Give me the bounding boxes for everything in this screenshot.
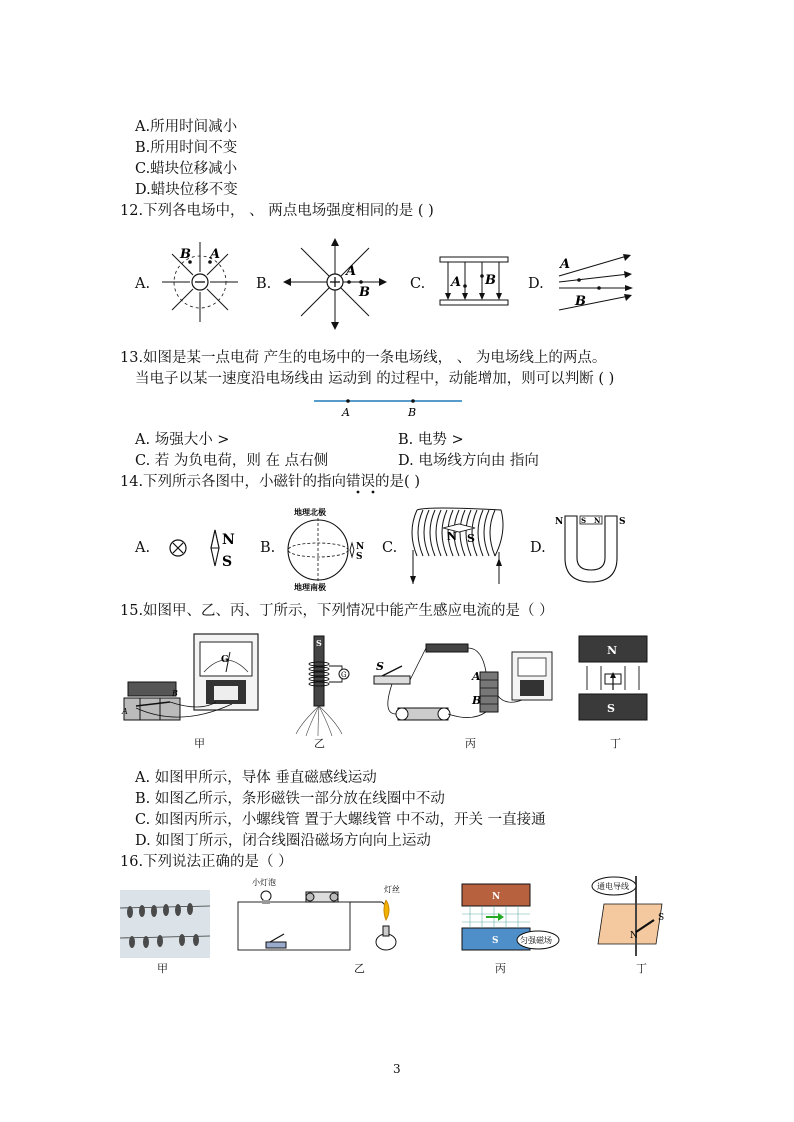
q14b-geo-north: 地理北极 — [294, 507, 326, 517]
q15-option-c: C. 如图丙所示，小螺线管 置于大螺线管 中不动，开关 一直接通 — [135, 812, 546, 828]
q15-figure-yi — [292, 634, 356, 738]
q13-option-b: B. 电势 > — [398, 432, 464, 448]
q15-caption-jia: 甲 — [194, 737, 205, 750]
q14-label-d: D. — [530, 540, 546, 556]
svg-text:N: N — [447, 530, 458, 543]
q13-option-c: C. 若 为负电荷，则 在 点右侧 — [135, 453, 329, 469]
svg-text:A: A — [560, 257, 571, 272]
q12-label-a: A. — [135, 276, 151, 292]
q16-filament-label: 灯丝 — [384, 885, 400, 894]
q11-option-c: C.蜡块位移减小 — [135, 161, 238, 177]
svg-text:A: A — [346, 264, 357, 279]
q16-caption-yi: 乙 — [354, 962, 365, 975]
q16-figure-yi — [236, 876, 416, 958]
q14-figure-c — [403, 500, 519, 588]
q14-figure-a — [162, 520, 244, 576]
svg-text:A: A — [451, 275, 462, 290]
svg-text:B: B — [359, 285, 370, 300]
q15-figure-ding — [577, 634, 649, 724]
q11-option-b: B.所用时间不变 — [135, 140, 238, 156]
q12-label-d: D. — [528, 276, 544, 292]
q15-option-a: A. 如图甲所示，导体 垂直磁感线运动 — [135, 770, 377, 786]
svg-text:B: B — [472, 694, 482, 707]
page-number: 3 — [393, 1062, 401, 1076]
svg-text:S: S — [619, 517, 626, 527]
q12-figure-d — [555, 250, 635, 314]
svg-text:N: N — [555, 517, 564, 527]
q15-option-b: B. 如图乙所示，条形磁铁一部分放在线圈中不动 — [135, 791, 445, 807]
q12-label-b: B. — [256, 276, 272, 292]
q13-option-a: A. 场强大小 > — [135, 432, 230, 448]
svg-text:N: N — [607, 644, 618, 657]
q14-label-b: B. — [260, 540, 276, 556]
svg-text:A: A — [472, 670, 481, 683]
svg-text:N: N — [222, 532, 235, 548]
svg-text:N: N — [594, 516, 601, 525]
q12a-point-a: A — [210, 247, 221, 262]
q12a-point-b: B — [180, 247, 191, 262]
q13-point-b: B — [408, 406, 417, 419]
q12-figure-b — [283, 238, 387, 330]
q16-caption-ding: 丁 — [636, 962, 647, 975]
svg-text:B: B — [172, 689, 178, 698]
q12-stem: 12.下列各电场中， 、 两点电场强度相同的是 ( ) — [120, 203, 434, 219]
svg-text:B: B — [575, 294, 586, 309]
svg-text:S: S — [658, 913, 665, 923]
q14-figure-d — [553, 508, 629, 586]
svg-text:S: S — [581, 516, 587, 525]
q12-figure-a — [160, 240, 240, 324]
q16-stem: 16.下列说法正确的是（ ） — [120, 854, 293, 870]
q15-stem: 15.如图甲、乙、丙、丁所示，下列情况中能产生感应电流的是（ ） — [120, 603, 554, 619]
svg-text:B: B — [485, 273, 496, 288]
q12-figure-c — [438, 254, 510, 310]
q14-label-a: A. — [135, 540, 151, 556]
q11-option-a: A.所用时间减小 — [135, 119, 238, 135]
svg-text:S: S — [316, 638, 322, 648]
q16-live-wire-label: 通电导线 — [597, 882, 629, 891]
q16-uniform-field-label: 匀强磁场 — [520, 936, 552, 945]
svg-text:N: N — [356, 542, 365, 552]
q12-label-c: C. — [410, 276, 426, 292]
q14-figure-b — [280, 504, 372, 592]
svg-text:N: N — [630, 931, 638, 941]
q11-option-d: D.蜡块位移不变 — [135, 182, 238, 198]
q14-label-c: C. — [382, 540, 398, 556]
svg-text:S: S — [492, 936, 499, 946]
q14-stem: 14.下列所示各图中，小磁针的指向错误的是( ) — [120, 474, 420, 490]
q16-figure-ding — [590, 874, 674, 958]
svg-text:S: S — [376, 660, 384, 673]
q15-option-d: D. 如图丁所示，闭合线圈沿磁场方向向上运动 — [135, 833, 431, 849]
svg-text:S: S — [222, 554, 233, 570]
svg-text:S: S — [607, 702, 615, 715]
q16-figure-bing — [460, 882, 560, 958]
svg-text:N: N — [492, 892, 501, 902]
svg-text:S: S — [356, 552, 363, 562]
q14b-geo-south: 地理南极 — [294, 582, 326, 592]
q15-caption-yi: 乙 — [314, 737, 325, 750]
q13-point-a: A — [342, 406, 350, 419]
q13-option-d: D. 电场线方向由 指向 — [398, 453, 539, 469]
q16-caption-jia: 甲 — [157, 962, 168, 975]
q16-figure-jia — [120, 890, 210, 958]
q15-figure-jia — [120, 632, 270, 742]
q15-caption-ding: 丁 — [610, 737, 621, 750]
q15-figure-bing — [372, 636, 564, 738]
svg-text:S: S — [467, 532, 475, 545]
svg-text:A: A — [122, 707, 128, 716]
q16-caption-bing: 丙 — [495, 962, 506, 975]
q13-stem-line1: 13.如图是某一点电荷 产生的电场中的一条电场线， 、 为电场线上的两点。 — [120, 350, 607, 366]
q13-field-line-figure — [312, 390, 464, 420]
svg-text:G: G — [221, 655, 229, 665]
q14-emphasis-dots — [340, 488, 390, 496]
q15-caption-bing: 丙 — [465, 737, 476, 750]
q13-stem-line2: 当电子以某一速度沿电场线由 运动到 的过程中，动能增加，则可以判断 ( ) — [135, 371, 615, 387]
svg-text:G: G — [341, 671, 347, 679]
q16-small-bulb-label: 小灯泡 — [252, 878, 276, 887]
